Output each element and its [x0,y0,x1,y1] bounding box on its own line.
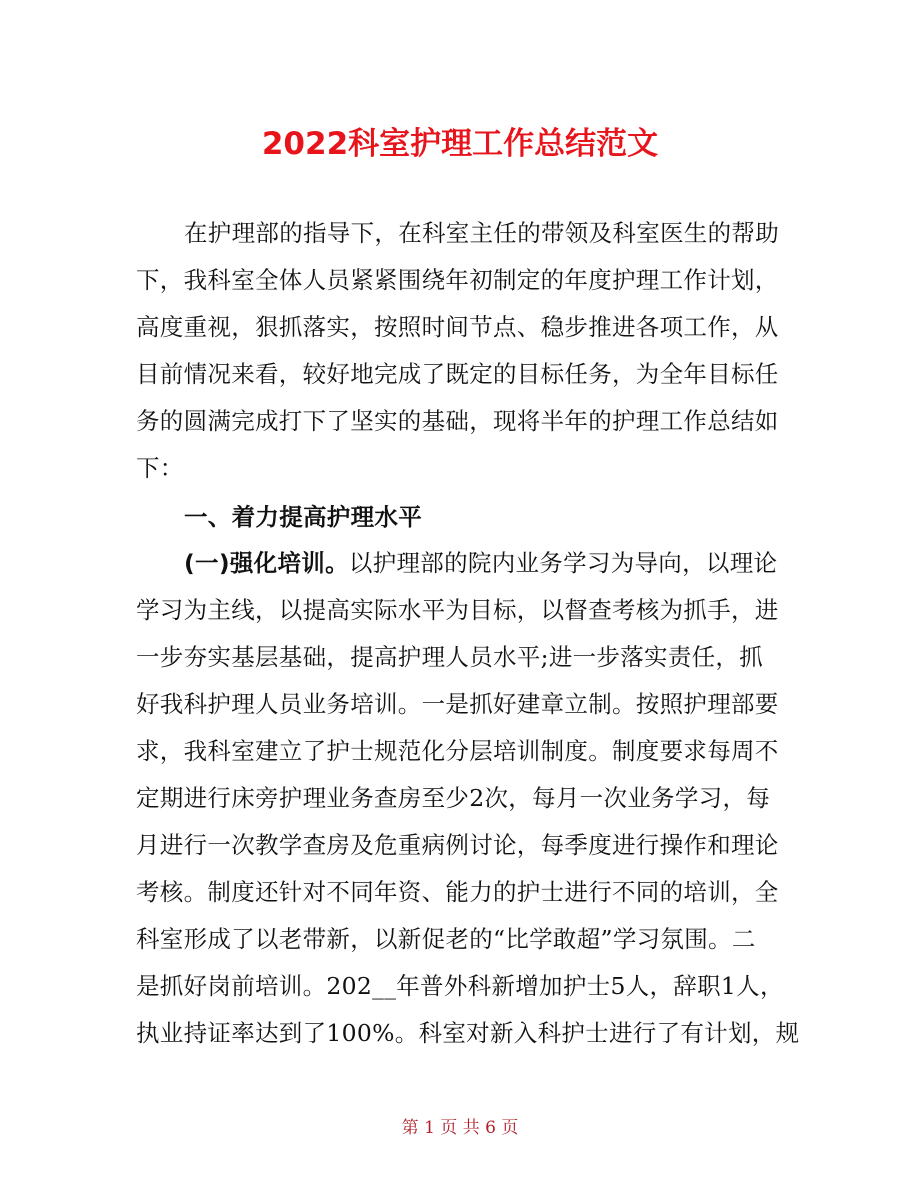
paragraph-line: 求，我科室建立了护士规范化分层培训制度。制度要求每周不 [136,737,779,765]
page-footer: 第 1 页 共 6 页 [401,1118,519,1138]
paragraph-line: 好我科护理人员业务培训。一是抓好建章立制。按照护理部要 [136,690,779,718]
paragraph-line: 高度重视，狠抓落实，按照时间节点、稳步推进各项工作，从 [136,313,779,341]
paragraph-text: 以护理部的院内业务学习为导向，以理论 [348,549,778,577]
subsection-heading: (一)强化培训。 [184,549,349,577]
paragraph-line: 执业持证率达到了100%。科室对新入科护士进行了有计划，规 [136,1019,800,1047]
paragraph-line: 目前情况来看，较好地完成了既定的目标任务，为全年目标任 [136,360,779,388]
paragraph-line: 务的圆满完成打下了坚实的基础，现将半年的护理工作总结如 [136,407,779,435]
paragraph-line: 定期进行床旁护理业务查房至少2次，每月一次业务学习，每 [136,784,771,812]
paragraph-line: 是抓好岗前培训。202__年普外科新增加护士5人，辞职1人， [136,972,784,1000]
paragraph-line: 在护理部的指导下，在科室主任的带领及科室医生的帮助 [184,219,779,247]
paragraph-line: 一步夯实基层基础，提高护理人员水平;进一步落实责任，抓 [136,643,764,671]
paragraph-line: 月进行一次教学查房及危重病例讨论，每季度进行操作和理论 [136,831,779,859]
paragraph-line [184,548,844,578]
paragraph-line: 下： [136,454,184,482]
paragraph-line: 下，我科室全体人员紧紧围绕年初制定的年度护理工作计划， [136,266,779,294]
paragraph-line: 科室形成了以老带新，以新促老的“比学敢超”学习氛围。二 [136,925,756,953]
section-heading: 一、着力提高护理水平 [184,503,422,531]
document-title: 2022科室护理工作总结范文 [261,126,659,162]
paragraph-line: 学习为主线，以提高实际水平为目标，以督查考核为抓手，进 [136,596,779,624]
paragraph-line: 考核。制度还针对不同年资、能力的护士进行不同的培训，全 [136,878,779,906]
